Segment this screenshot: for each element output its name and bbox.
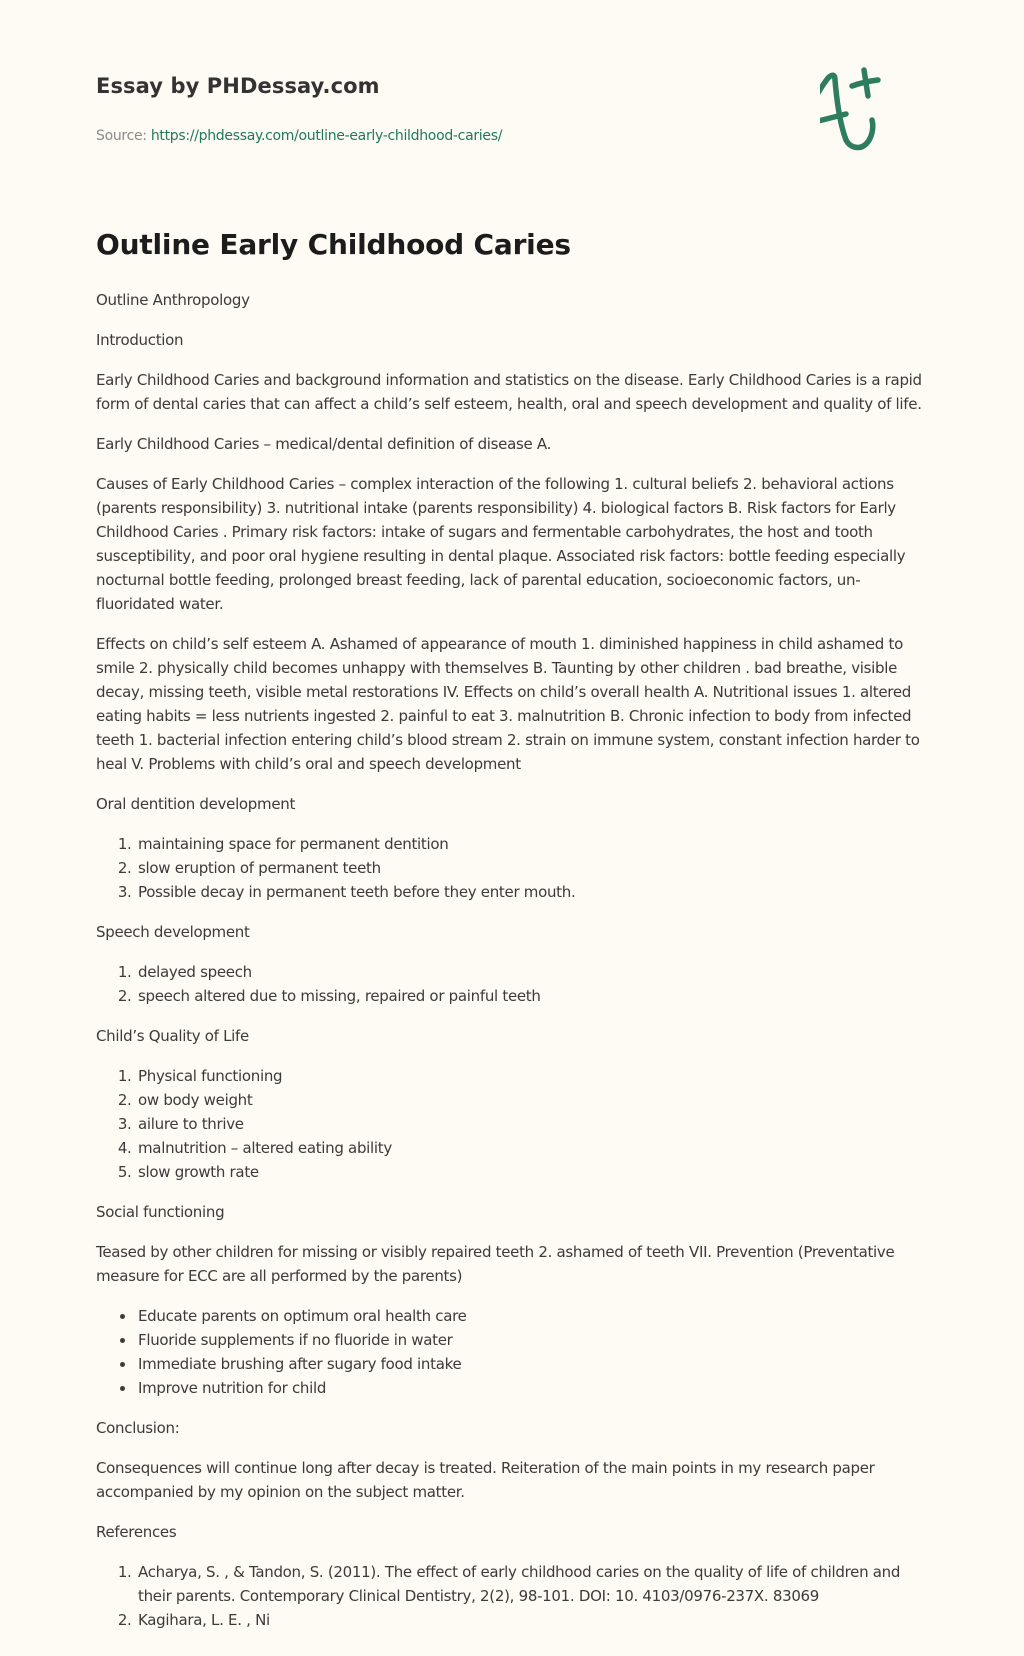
oral-dentition-list — [96, 832, 924, 904]
paragraph-social: Teased by other children for missing or visibly repaired teeth 2. ashamed of teeth VII. Prevention (Preventative measure for ECC are all performed by the parents) — [96, 1243, 895, 1285]
list-item: 1. delayed speech — [136, 960, 924, 984]
quality-of-life-list — [96, 1064, 924, 1184]
article — [96, 224, 924, 1648]
list-item: 1. Physical functioning — [136, 1064, 924, 1088]
reference-item: 2. Kagihara, L. E. , Ni — [136, 1608, 924, 1632]
reference-item: 1. Acharya, S. , & Tandon, S. (2011). The effect of early childhood caries on the quality of life of children and their parents. Contemporary Clinical Dentistry, 2(2), 98-101. DOI: 10. 4103/0976-237X. 83069 — [136, 1560, 924, 1608]
paragraph-causes: Causes of Early Childhood Caries – complex interaction of the following 1. cultural beliefs 2. behavioral actions (parents responsibility) 3. nutritional intake (parents responsibility) 4. biological factors B. Risk factors for Early Childhood Caries . Primary risk factors: intake of sugars and fermentable carbohydrates, the host and tooth susceptibility, and poor oral hygiene resulting in dental plaque. Associated risk factors: bottle feeding especially nocturnal bottle feeding, prolonged breast feeding, lack of parental education, socioeconomic factors, un-fluoridated water. — [96, 475, 906, 613]
paragraph-definition: Early Childhood Caries – medical/dental definition of disease A. — [96, 435, 552, 453]
list-item: 3. Possible decay in permanent teeth before they enter mouth. — [136, 880, 924, 904]
intro-heading: Introduction — [96, 331, 184, 349]
conclusion-heading: Conclusion: — [96, 1419, 180, 1437]
list-item: 2. ow body weight — [136, 1088, 924, 1112]
speech-heading: Speech development — [96, 923, 250, 941]
list-item: 2. speech altered due to missing, repaired or painful teeth — [136, 984, 924, 1008]
speech-list — [96, 960, 924, 1008]
list-item: 1. maintaining space for permanent dentition — [136, 832, 924, 856]
references-list — [96, 1560, 924, 1632]
quality-of-life-heading: Child’s Quality of Life — [96, 1027, 249, 1045]
article-title: Outline Early Childhood Caries — [96, 228, 571, 261]
list-item: 4. malnutrition – altered eating ability — [136, 1136, 924, 1160]
references-heading: References — [96, 1523, 177, 1541]
source-link[interactable]: https://phdessay.com/outline-early-childhood-caries/ — [150, 128, 503, 144]
list-item: 5. slow growth rate — [136, 1160, 924, 1184]
paragraph-conclusion: Consequences will continue long after decay is treated. Reiteration of the main points in my research paper accompanied by my opinion on the subject matter. — [96, 1459, 875, 1501]
list-item: • Improve nutrition for child — [136, 1376, 924, 1400]
oral-dentition-heading: Oral dentition development — [96, 795, 296, 813]
prevention-list — [96, 1304, 924, 1400]
paragraph-intro: Early Childhood Caries and background information and statistics on the disease. Early Childhood Caries is a rapid form of dental caries that can affect a child’s self esteem, health, oral and speech development and quality of life. — [96, 371, 922, 413]
list-item: • Fluoride supplements if no fluoride in water — [136, 1328, 924, 1352]
source-label: Source: — [96, 128, 147, 144]
site-title: Essay by PHDessay.com — [96, 74, 380, 98]
a-plus-grade-icon — [820, 44, 930, 164]
source-line — [96, 124, 502, 148]
paragraph-effects: Effects on child’s self esteem A. Ashamed of appearance of mouth 1. diminished happiness in child ashamed to smile 2. physically child becomes unhappy with themselves B. Taunting by other children . bad breathe, visible decay, missing teeth, visible metal restorations IV. Effects on child’s overall health A. Nutritional issues 1. altered eating habits = less nutrients ingested 2. painful to eat 3. malnutrition B. Chronic infection to body from infected teeth 1. bacterial infection entering child’s blood stream 2. strain on immune system, constant infection harder to heal V. Problems with child’s oral and speech development — [96, 635, 920, 773]
article-subtitle: Outline Anthropology — [96, 291, 250, 309]
list-item: 2. slow eruption of permanent teeth — [136, 856, 924, 880]
social-functioning-heading: Social functioning — [96, 1203, 225, 1221]
list-item: • Educate parents on optimum oral health care — [136, 1304, 924, 1328]
list-item: • Immediate brushing after sugary food intake — [136, 1352, 924, 1376]
list-item: 3. ailure to thrive — [136, 1112, 924, 1136]
